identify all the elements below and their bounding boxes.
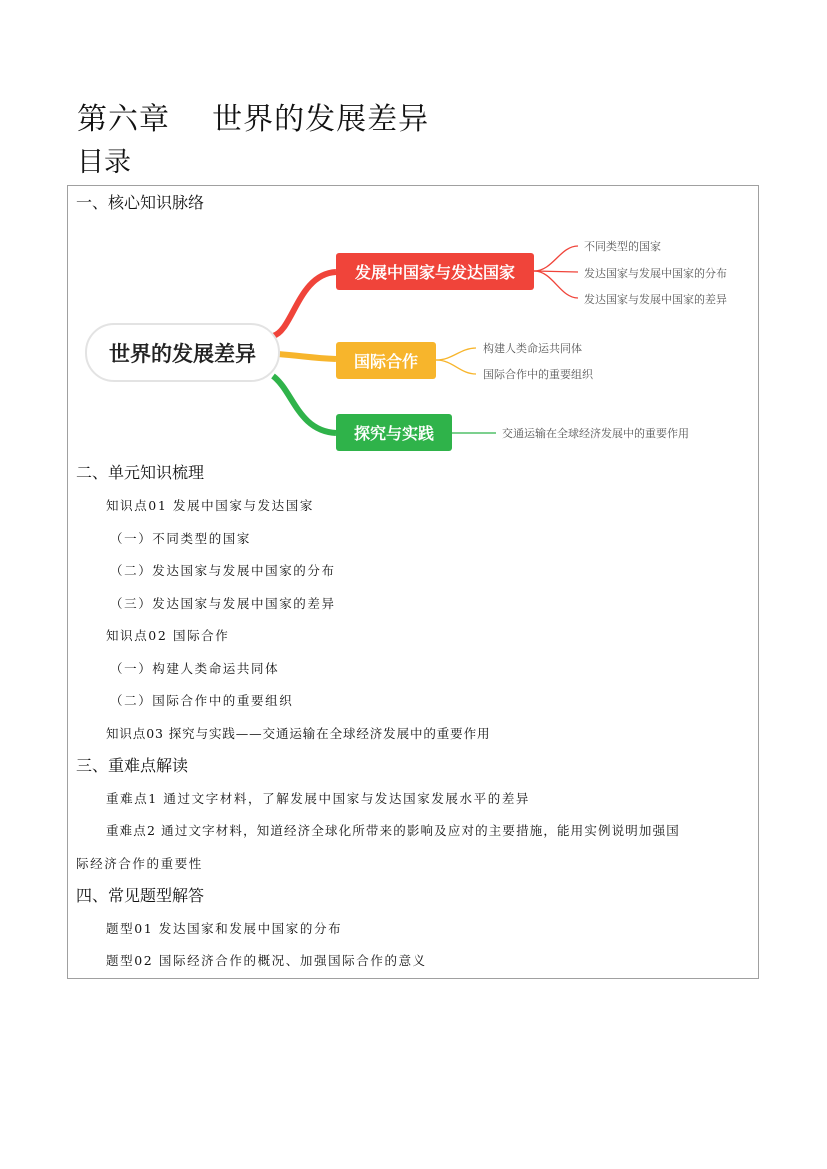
leaf-label: 国际合作中的重要组织 bbox=[483, 368, 593, 381]
mind-map bbox=[78, 226, 750, 466]
difficulty-2-line-2: 际经济合作的重要性 bbox=[76, 856, 203, 871]
connector-red bbox=[273, 272, 336, 336]
leaf-connector bbox=[534, 246, 578, 271]
branch-label: 发展中国家与发达国家 bbox=[354, 263, 516, 282]
subpoint-1-2: （二）发达国家与发展中国家的分布 bbox=[110, 563, 336, 578]
section-heading-unit-knowledge: 二、单元知识梳理 bbox=[76, 463, 205, 482]
question-type-2: 题型02 国际经济合作的概况、加强国际合作的意义 bbox=[106, 953, 427, 968]
subpoint-2-2: （二）国际合作中的重要组织 bbox=[110, 693, 294, 708]
difficulty-2-line-1: 重难点2 通过文字材料，知道经济全球化所带来的影响及应对的主要措施，能用实例说明加强国 bbox=[106, 823, 680, 838]
knowledge-point-2: 知识点02 国际合作 bbox=[106, 628, 230, 643]
leaf-label: 发达国家与发展中国家的分布 bbox=[584, 267, 727, 280]
subpoint-2-1: （一）构建人类命运共同体 bbox=[110, 661, 280, 676]
subpoint-1-1: （一）不同类型的国家 bbox=[110, 531, 252, 546]
toc-box bbox=[67, 185, 759, 979]
difficulty-1: 重难点1 通过文字材料，了解发展中国家与发达国家发展水平的差异 bbox=[106, 791, 531, 806]
leaf-label: 交通运输在全球经济发展中的重要作用 bbox=[502, 427, 689, 440]
leaf-connector bbox=[436, 348, 476, 360]
branch-label: 国际合作 bbox=[353, 352, 419, 371]
question-type-1: 题型01 发达国家和发展中国家的分布 bbox=[106, 921, 343, 936]
section-heading-key-difficulties: 三、重难点解读 bbox=[76, 756, 189, 775]
connector-green bbox=[273, 376, 336, 433]
subpoint-1-3: （三）发达国家与发展中国家的差异 bbox=[110, 596, 336, 611]
leaf-label: 不同类型的国家 bbox=[584, 240, 661, 253]
connector-orange bbox=[278, 354, 336, 359]
leaf-connector bbox=[436, 360, 476, 374]
leaf-connector bbox=[534, 271, 578, 298]
branch-label: 探究与实践 bbox=[353, 424, 435, 443]
section-heading-core-network: 一、核心知识脉络 bbox=[76, 193, 205, 212]
section-heading-question-types: 四、常见题型解答 bbox=[76, 886, 205, 905]
leaf-label: 发达国家与发展中国家的差异 bbox=[584, 293, 727, 306]
knowledge-point-3: 知识点03 探究与实践——交通运输在全球经济发展中的重要作用 bbox=[106, 726, 491, 741]
center-node-label: 世界的发展差异 bbox=[109, 342, 256, 366]
toc-title: 目录 bbox=[77, 147, 131, 178]
chapter-title: 第六章 世界的发展差异 bbox=[77, 102, 430, 137]
knowledge-point-1: 知识点01 发展中国家与发达国家 bbox=[106, 498, 314, 513]
leaf-label: 构建人类命运共同体 bbox=[483, 342, 582, 355]
